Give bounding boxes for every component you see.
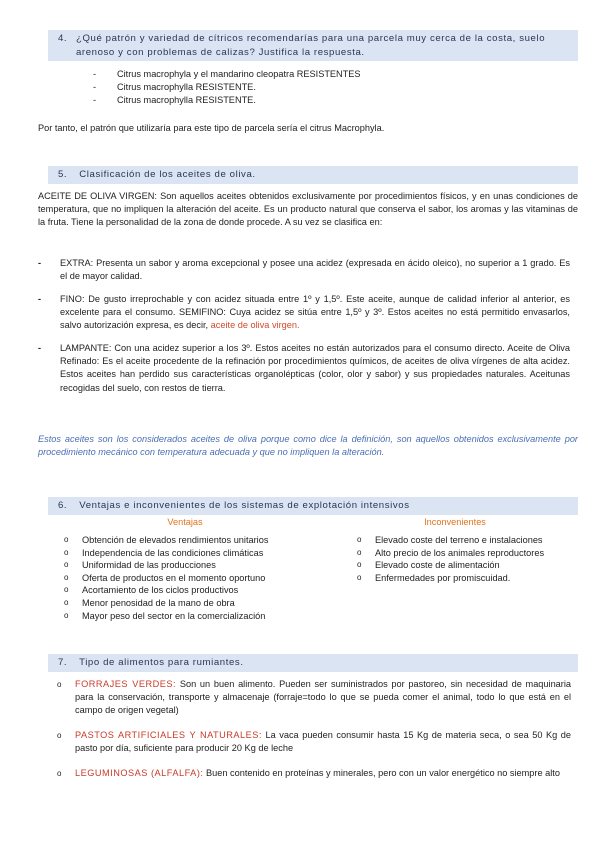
section-5-note: Estos aceites son los considerados aceites de oliva porque como dice la definición, son aquellos obtenidos exclusivamente por procedimiento mecánico con temperatura adecuada y que no impliquen la alteración. (38, 434, 578, 458)
list-item: - Citrus macrophyla y el mandarino cleopatra RESISTENTES (93, 68, 553, 81)
list-item: o Oferta de productos en el momento oportuno (62, 572, 332, 585)
list-item: o Uniformidad de las producciones (62, 559, 332, 572)
list-item (55, 729, 571, 755)
pastos-label: PASTOS ARTIFICIALES Y NATURALES: (75, 730, 262, 741)
section-5-header (48, 166, 578, 184)
section-7-number: 7. (58, 657, 68, 668)
section-4-number: 4. (58, 33, 68, 44)
dash-bullet-icon: - (38, 258, 42, 268)
list-item: o Obtención de elevados rendimientos unitarios (62, 534, 332, 547)
section-5-title: Clasificación de los aceites de oliva. (79, 169, 256, 180)
list-item: o Enfermedades por promiscuidad. (355, 572, 567, 585)
section-5-intro: ACEITE DE OLIVA VIRGEN: Son aquellos aceites obtenidos exclusivamente por procedimientos físicos, y en unas condiciones de temperatura, que no impliquen la alteración del aceite. Es un producto natural que conserva el sabor, los aromas y las vitaminas de la fruta. Tiene la personalidad de la zona de donde procede. A su vez se clasifica en: (38, 191, 578, 228)
ventajas-list (62, 534, 332, 622)
list-item: o Mayor peso del sector en la comercialización (62, 610, 332, 623)
feed-types-list (55, 678, 571, 780)
ventajas-heading: Ventajas (167, 517, 203, 527)
section-4-header (48, 30, 578, 61)
list-item: o Independencia de las condiciones climáticas (62, 547, 332, 560)
section-4-title: ¿Qué patrón y variedad de cítricos recomendarías para una parcela muy cerca de la costa, suelo arenoso y con problemas de calizas? Justifica la respuesta. (76, 33, 546, 58)
fino-text: FINO: De gusto irreprochable y con acidez situada entre 1º y 1,5º. Este aceite, aunque de calidad inferior al anterior, es excelente para el consumo. SEMIFINO: Cuya acidez se sitúa entre 1,5º y 3º. Estos aceites no está permitido envasarlos, salvo autorización expresa, es decir, (60, 294, 570, 331)
section-4-conclusion: Por tanto, el patrón que utilizaría para este tipo de parcela sería el citrus Macrophyla. (38, 123, 385, 133)
list-item (55, 767, 571, 780)
section-7-header (48, 654, 578, 672)
list-item (38, 257, 570, 283)
forrajes-text: Son un buen alimento. Pueden ser suministrados por pastoreo, sin necesidad de maquinaria para la conservación, transporte y almacenaje (forraje=todo lo que se pueda comer el animal, todo lo que está en el campo de origen vegetal) (75, 679, 572, 716)
section-6-header (48, 497, 578, 515)
list-item: o Elevado coste de alimentación (355, 559, 567, 572)
lampante-text: LAMPANTE: Con una acidez superior a los 3º. Estos aceites no están autorizados para el consumo directo. Aceite de Oliva Refinado: Es el aceite procedente de la refinación por procedimientos químicos, de aceites de oliva vírgenes de alta acidez. Estos aceites han perdido sus características organolépticas (color, olor y sabor) y sus propiedades naturales. Aceitunas recogidas del suelo, con restos de tierra. (60, 343, 570, 393)
oil-classification-list (38, 257, 570, 405)
fino-highlight: aceite de oliva virgen. (210, 320, 300, 331)
leguminosas-label: LEGUMINOSAS (ALFALFA): (75, 768, 204, 779)
list-item: o Elevado coste del terreno e instalaciones (355, 534, 567, 547)
list-item: - Citrus macrophylla RESISTENTE. (93, 94, 553, 107)
section-6-number: 6. (58, 500, 68, 511)
leguminosas-text: Buen contenido en proteínas y minerales, pero con un valor energético no siempre alto (206, 768, 560, 779)
list-item (38, 342, 570, 394)
dash-bullet-icon: - (38, 343, 42, 354)
list-item: - Citrus macrophylla RESISTENTE. (93, 81, 553, 94)
list-item: o Alto precio de los animales reproductores (355, 547, 567, 560)
inconvenientes-heading: Inconvenientes (424, 517, 486, 527)
list-item (55, 678, 571, 717)
list-item: o Menor penosidad de la mano de obra (62, 597, 332, 610)
section-7-title: Tipo de alimentos para rumiantes. (79, 657, 244, 668)
list-item (38, 293, 570, 332)
pastos-text: La vaca pueden consumir hasta 15 Kg de materia seca, o sea 50 Kg de pasto por día, suficiente para producir 20 Kg de leche (75, 730, 571, 754)
list-item: o Acortamiento de los ciclos productivos (62, 584, 332, 597)
section-4-list (93, 68, 553, 107)
section-5-number: 5. (58, 169, 68, 180)
section-6-title: Ventajas e inconvenientes de los sistemas de explotación intensivos (79, 500, 410, 511)
forrajes-label: FORRAJES VERDES: (75, 679, 177, 689)
inconvenientes-list (355, 534, 567, 584)
dash-bullet-icon: - (38, 294, 42, 305)
extra-text: EXTRA: Presenta un sabor y aroma excepcional y posee una acidez (expresada en ácido oleico), no superior a 1 grado. Es el de mayor calidad. (60, 258, 570, 282)
